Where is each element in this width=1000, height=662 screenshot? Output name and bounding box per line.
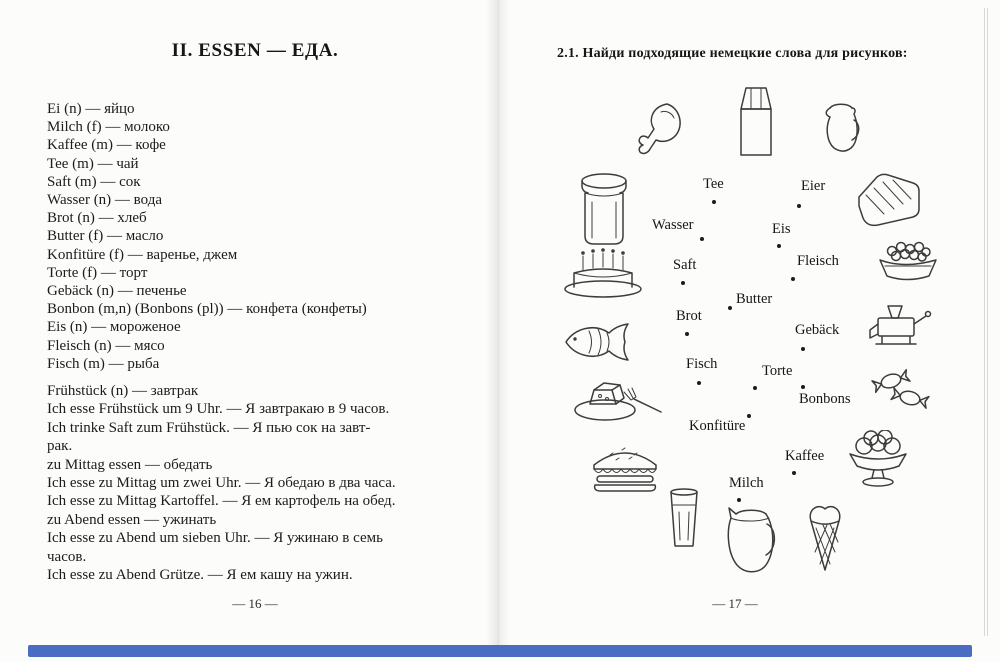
milk-pitcher-icon [724,502,778,580]
ice-cream-cone-icon [806,502,844,574]
word-eier: Eier [801,178,826,194]
answer-dot [753,386,757,390]
cheese-plate-with-fork-icon [572,372,664,424]
milk-carton-icon [733,82,779,160]
exercise-heading: 2.1. Найди подходящие немецкие слова для рисунков: [557,46,908,61]
bowl-of-pastries-icon [870,236,940,288]
vocab-line: Tee (m) — чай [47,155,139,172]
answer-dot [792,471,796,475]
page-number-right: — 17 — [712,596,758,611]
answer-dot [681,281,685,285]
answer-dot [685,332,689,336]
word-kaffee: Kaffee [785,448,825,464]
answer-dot [797,204,801,208]
vocab-line: Konfitüre (f) — варенье, джем [47,246,238,263]
page-number-left: — 16 — [232,596,278,611]
phrase-line: Ich esse Frühstück um 9 Uhr. — Я завтракаю в 9 часов. [47,401,390,418]
word-tee: Tee [703,176,724,192]
vocab-line: Brot (n) — хлеб [47,210,147,227]
meat-grinder-icon [866,298,936,350]
page-title: II. ESSEN — ЕДА. [171,40,339,61]
answer-dot [728,306,732,310]
bread-loaf-icon [850,168,922,230]
chicken-drumstick-icon [633,100,685,162]
vocab-line: Ei (n) — яйцо [47,101,135,117]
phrase-line: Ich esse zu Abend Grütze. — Я ем кашу на ужин. [47,567,353,584]
book-cover-edge [28,645,972,657]
vocab-line: Wasser (n) — вода [47,192,163,209]
answer-dot [791,277,795,281]
word-saft: Saft [673,257,697,273]
vocab-line: Fleisch (n) — мясо [47,337,165,354]
phrase-line: Ich esse zu Mittag um zwei Uhr. — Я обедаю в два часа. [47,475,396,492]
vocab-line: Milch (f) — молоко [47,119,170,136]
answer-dot [747,414,751,418]
page-stack-edge [984,8,990,636]
phrase-line: Ich esse zu Mittag Kartoffel. — Я ем картофель на обед. [47,493,396,510]
phrase-line: рак. [47,438,73,455]
vocab-list [47,100,477,373]
vocab-line: Fisch (m) — рыба [47,355,160,372]
sandwich-icon [586,440,664,492]
word-butter: Butter [736,291,773,307]
phrase-line: часов. [47,548,87,565]
vocab-line: Butter (f) — масло [47,228,164,245]
jam-jar-icon [575,170,633,248]
word-fleisch: Fleisch [797,253,839,269]
cream-jug-icon [820,98,862,156]
vocab-line: Torte (f) — торт [47,264,148,281]
phrase-list [47,382,487,584]
fish-icon [562,318,634,366]
word-wasser: Wasser [652,217,694,233]
word-milch: Milch [729,475,764,491]
wrapped-candies-icon [870,366,932,412]
water-glass-icon [666,488,702,550]
word-torte: Torte [762,363,793,379]
answer-dot [801,347,805,351]
word-gebaeck: Gebäck [795,322,840,338]
page-gutter [486,0,510,645]
vocab-line: Saft (m) — сок [47,173,141,190]
dessert-stand-icon [842,430,914,492]
vocab-line: Gebäck (n) — печенье [47,283,187,300]
word-konfituere: Konfitüre [689,418,746,434]
phrase-line: Ich esse zu Abend um sieben Uhr. — Я ужинаю в семь [47,530,383,547]
word-bonbons: Bonbons [799,391,851,407]
birthday-cake-icon [562,242,644,300]
phrase-line: zu Mittag essen — обедать [47,456,213,473]
word-eis: Eis [772,221,791,237]
word-brot: Brot [676,308,702,324]
answer-dot [712,200,716,204]
answer-dot [700,237,704,241]
answer-dot [801,385,805,389]
word-fisch: Fisch [686,356,718,372]
vocab-line: Kaffee (m) — кофе [47,137,166,154]
vocab-line: Bonbon (m,n) (Bonbons (pl)) — конфета (конфеты) [47,301,367,318]
phrase-line: zu Abend essen — ужинать [47,511,217,528]
phrase-line: Ich trinke Saft zum Frühstück. — Я пью сок на завт- [47,419,371,436]
answer-dot [697,381,701,385]
answer-dot [777,244,781,248]
vocab-line: Eis (n) — мороженое [47,319,181,336]
phrase-line: Frühstück (n) — завтрак [47,383,199,399]
